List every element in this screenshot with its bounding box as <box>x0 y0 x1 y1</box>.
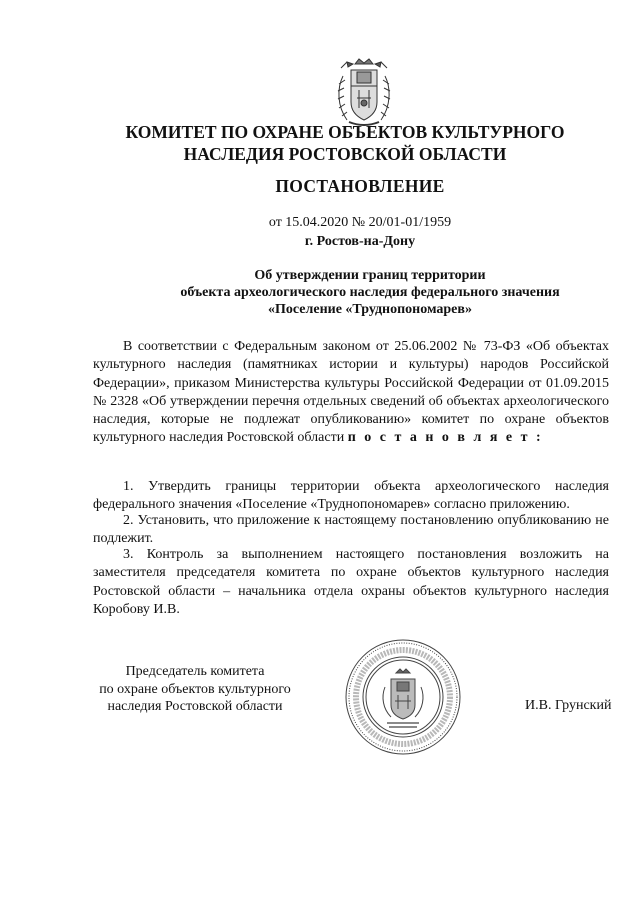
subject-line-1: Об утверждении границ территории <box>254 268 486 283</box>
official-seal-icon <box>343 637 463 757</box>
coat-of-arms-icon <box>335 58 393 128</box>
document-subject <box>0 267 640 318</box>
decree-item-3: 3. Контроль за выполнением настоящего постановления возложить на заместителя председателя комитета по охране объектов культурного наследия Ростовской области – начальника отдела охраны объектов культурного наследия Коробову И.В. <box>93 547 609 617</box>
document-city: г. Ростов-на-Дону <box>304 234 416 249</box>
organization-title-line-2: НАСЛЕДИЯ РОСТОВСКОЙ ОБЛАСТИ <box>183 144 507 164</box>
position-line-2: по охране объектов культурного <box>99 681 291 697</box>
decree-word: п о с т а н о в л я е т : <box>347 430 544 446</box>
decree-item-2: 2. Установить, что приложение к настоящему постановлению опубликованию не подлежит. <box>93 513 609 547</box>
position-line-3: наследия Ростовской области <box>107 699 283 714</box>
preamble-text: В соответствии с Федеральным законом от 25.06.2002 № 73-ФЗ «Об объектах культурного наследия (памятниках истории и культуры) народов Российской Федерации», приказом Министерства культуры Российской Федерации от 01.09.2015 № 2328 «Об утверждении перечня отдельных сведений об объектах археологического наследия, которые не подлежат опубликованию» комитет по охране объектов культурного наследия Ростовской области <box>93 339 609 446</box>
preamble-paragraph <box>93 338 609 448</box>
document-type: ПОСТАНОВЛЕНИЕ <box>275 176 445 196</box>
subject-line-2: объекта археологического наследия федерального значения <box>180 285 560 300</box>
decree-item-1: 1. Утвердить границы территории объекта археологического наследия федерального значения «Поселение «Труднопономарев» согласно приложению. <box>93 479 609 513</box>
organization-title-line-1: КОМИТЕТ ПО ОХРАНЕ ОБЪЕКТОВ КУЛЬТУРНОГО <box>125 122 565 142</box>
signatory-name: И.В. Грунский <box>525 698 612 713</box>
subject-line-3: «Поселение «Труднопономарев» <box>268 302 472 317</box>
position-line-1: Председатель комитета <box>125 664 265 679</box>
document-date-number: от 15.04.2020 № 20/01-01/1959 <box>268 215 452 230</box>
organization-title <box>0 121 640 165</box>
signatory-position <box>95 663 295 716</box>
